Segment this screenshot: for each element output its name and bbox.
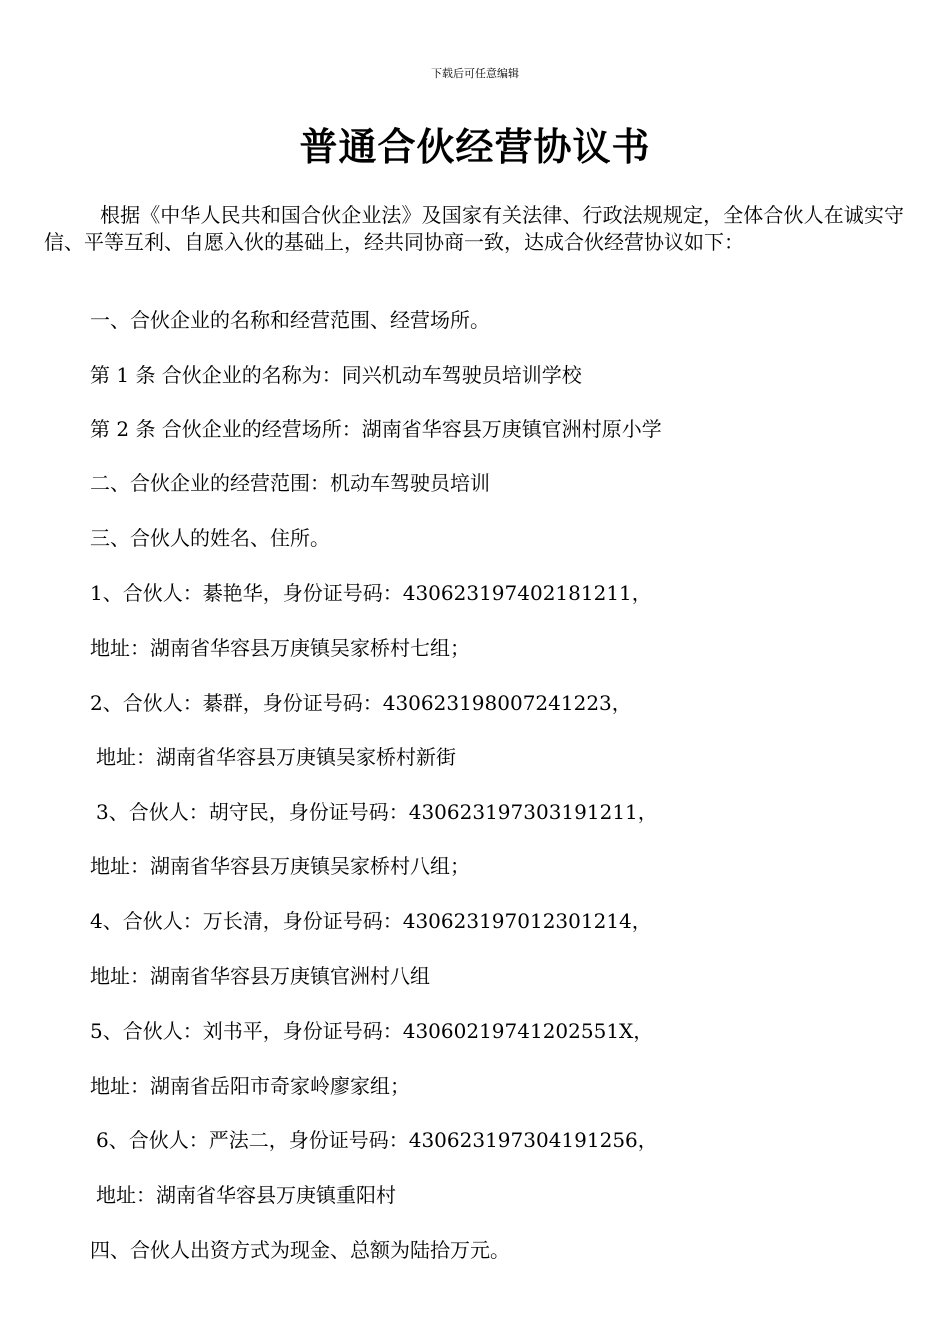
partner-2: 2、合伙人：綦群，身份证号码：430623198007241223，	[90, 691, 632, 715]
section-2-heading: 二、合伙企业的经营范围：机动车驾驶员培训	[90, 471, 490, 495]
section-3-heading: 三、合伙人的姓名、住所。	[90, 526, 330, 550]
partner-3-address: 地址：湖南省华容县万庚镇吴家桥村八组；	[90, 854, 470, 878]
section-4-heading: 四、合伙人出资方式为现金、总额为陆拾万元。	[90, 1238, 510, 1262]
intro-paragraph: 根据《中华人民共和国合伙企业法》及国家有关法律、行政法规规定，全体合伙人在诚实守信、平等互利、自愿入伙的基础上，经共同协商一致，达成合伙经营协议如下：	[44, 203, 904, 254]
partner-1-address: 地址：湖南省华容县万庚镇吴家桥村七组；	[90, 636, 470, 660]
section-1-heading: 一、合伙企业的名称和经营范围、经营场所。	[90, 308, 490, 332]
partner-2-address: 地址：湖南省华容县万庚镇吴家桥村新街	[96, 745, 456, 769]
partner-1: 1、合伙人：綦艳华，身份证号码：430623197402181211，	[90, 581, 652, 605]
partner-5-address: 地址：湖南省岳阳市奇家岭廖家组；	[90, 1074, 410, 1098]
partner-4-address: 地址：湖南省华容县万庚镇官洲村八组	[90, 964, 430, 988]
partner-3: 3、合伙人：胡守民，身份证号码：430623197303191211，	[96, 800, 658, 824]
article-2: 第 2 条 合伙企业的经营场所：湖南省华容县万庚镇官洲村原小学	[90, 417, 662, 441]
partner-6-address: 地址：湖南省华容县万庚镇重阳村	[96, 1183, 396, 1207]
document-title: 普通合伙经营协议书	[299, 124, 651, 169]
partner-6: 6、合伙人：严法二，身份证号码：430623197304191256，	[96, 1128, 658, 1152]
partner-5: 5、合伙人：刘书平，身份证号码：43060219741202551X，	[90, 1019, 654, 1043]
partner-4: 4、合伙人：万长清，身份证号码：430623197012301214，	[90, 909, 652, 933]
header-note: 下载后可任意编辑	[431, 67, 519, 80]
article-1: 第 1 条 合伙企业的名称为：同兴机动车驾驶员培训学校	[90, 363, 582, 387]
